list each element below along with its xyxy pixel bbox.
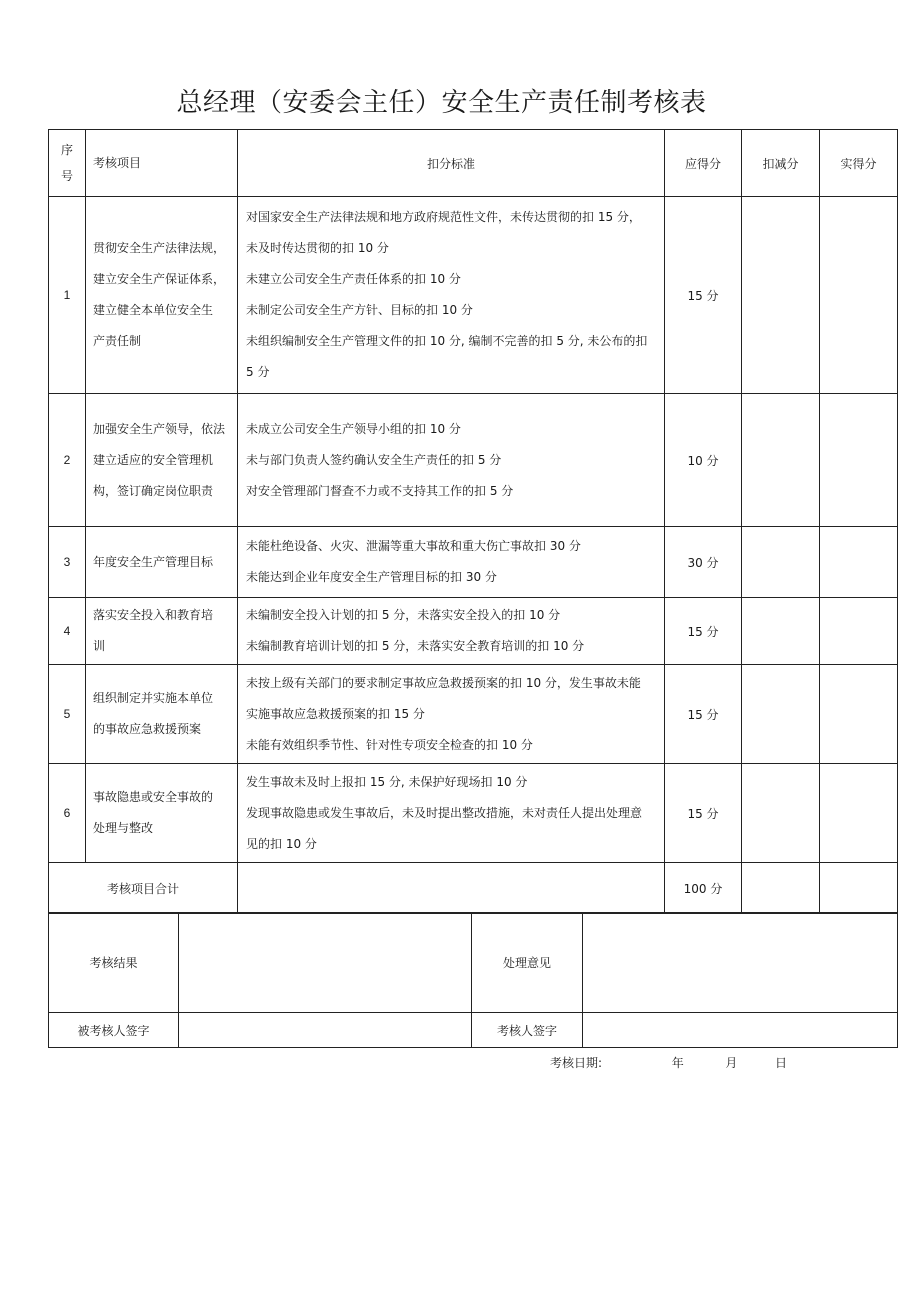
row-standard: 对国家安全生产法律法规和地方政府规范性文件，未传达贯彻的扣 15 分， 未及时传达贯彻的扣 10 分 未建立公司安全生产责任体系的扣 10 分 未制定公司安全生产方针、目标的扣 10 分 未组织编制安全生产管理文件的扣 10 分, 编制不完善的扣 5 分, 未公布的扣 5 分	[238, 197, 665, 394]
date-year: 年	[671, 1056, 684, 1070]
row-standard: 未编制安全投入计划的扣 5 分，未落实安全投入的扣 10 分 未编制教育培训计划的扣 5 分，未落实安全教育培训的扣 10 分	[238, 598, 665, 665]
row-number: 5	[49, 665, 86, 764]
table-header-row	[49, 130, 898, 197]
opinion-field[interactable]	[583, 913, 898, 1013]
date-month: 月	[725, 1056, 738, 1070]
examinee-sign-field[interactable]	[179, 1013, 472, 1048]
row-actual-cell[interactable]	[820, 665, 898, 764]
row-actual-cell[interactable]	[820, 598, 898, 665]
table-row	[49, 197, 898, 394]
row-due-score: 30 分	[665, 527, 742, 598]
total-row	[49, 863, 898, 914]
row-item: 组织制定并实施本单位 的事故应急救援预案	[86, 665, 238, 764]
result-label: 考核结果	[49, 913, 179, 1013]
row-standard: 未成立公司安全生产领导小组的扣 10 分 未与部门负责人签约确认安全生产责任的扣 5 分 对安全管理部门督查不力或不支持其工作的扣 5 分	[238, 394, 665, 527]
row-standard: 发生事故未及时上报扣 15 分, 未保护好现场扣 10 分 发现事故隐患或发生事故后，未及时提出整改措施，未对责任人提出处理意 见的扣 10 分	[238, 764, 665, 863]
row-item: 年度安全生产管理目标	[86, 527, 238, 598]
row-deduct-cell[interactable]	[742, 598, 820, 665]
opinion-label: 处理意见	[472, 913, 583, 1013]
row-number: 2	[49, 394, 86, 527]
header-standard: 扣分标准	[238, 130, 665, 197]
row-actual-cell[interactable]	[820, 394, 898, 527]
assessment-date	[550, 1054, 787, 1071]
total-label: 考核项目合计	[49, 863, 238, 914]
page-title: 总经理（安委会主任）安全生产责任制考核表	[176, 88, 707, 118]
examiner-sign-label: 考核人签字	[472, 1013, 583, 1048]
row-deduct-cell[interactable]	[742, 197, 820, 394]
row-item: 事故隐患或安全事故的 处理与整改	[86, 764, 238, 863]
row-deduct-cell[interactable]	[742, 394, 820, 527]
row-due-score: 15 分	[665, 764, 742, 863]
signature-row	[49, 1013, 898, 1048]
row-actual-cell[interactable]	[820, 197, 898, 394]
header-due: 应得分	[665, 130, 742, 197]
row-deduct-cell[interactable]	[742, 665, 820, 764]
examiner-sign-field[interactable]	[583, 1013, 898, 1048]
table-row	[49, 665, 898, 764]
result-row	[49, 913, 898, 1013]
row-number: 1	[49, 197, 86, 394]
assessment-table	[48, 129, 898, 914]
total-standard-cell	[238, 863, 665, 914]
row-item: 加强安全生产领导，依法 建立适应的安全管理机 构，签订确定岗位职责	[86, 394, 238, 527]
row-deduct-cell[interactable]	[742, 527, 820, 598]
row-item: 贯彻安全生产法律法规， 建立安全生产保证体系， 建立健全本单位安全生 产责任制	[86, 197, 238, 394]
row-due-score: 15 分	[665, 665, 742, 764]
row-due-score: 10 分	[665, 394, 742, 527]
table-row	[49, 394, 898, 527]
row-actual-cell[interactable]	[820, 527, 898, 598]
row-standard: 未按上级有关部门的要求制定事故应急救援预案的扣 10 分，发生事故未能 实施事故应急救援预案的扣 15 分 未能有效组织季节性、针对性专项安全检查的扣 10 分	[238, 665, 665, 764]
row-number: 6	[49, 764, 86, 863]
table-row	[49, 527, 898, 598]
date-day: 日	[775, 1056, 788, 1070]
total-deduct-cell[interactable]	[742, 863, 820, 914]
row-number: 3	[49, 527, 86, 598]
row-due-score: 15 分	[665, 598, 742, 665]
row-due-score: 15 分	[665, 197, 742, 394]
header-item: 考核项目	[86, 130, 238, 197]
row-actual-cell[interactable]	[820, 764, 898, 863]
total-actual-cell[interactable]	[820, 863, 898, 914]
header-actual: 实得分	[820, 130, 898, 197]
header-deduct: 扣减分	[742, 130, 820, 197]
row-deduct-cell[interactable]	[742, 764, 820, 863]
row-item: 落实安全投入和教育培 训	[86, 598, 238, 665]
date-label: 考核日期:	[550, 1056, 603, 1070]
table-row	[49, 598, 898, 665]
row-number: 4	[49, 598, 86, 665]
result-table	[48, 912, 898, 1048]
header-seq: 序 号	[49, 130, 86, 197]
result-field[interactable]	[179, 913, 472, 1013]
row-standard: 未能杜绝设备、火灾、泄漏等重大事故和重大伤亡事故扣 30 分 未能达到企业年度安全生产管理目标的扣 30 分	[238, 527, 665, 598]
total-due-score: 100 分	[665, 863, 742, 914]
table-row	[49, 764, 898, 863]
examinee-sign-label: 被考核人签字	[49, 1013, 179, 1048]
